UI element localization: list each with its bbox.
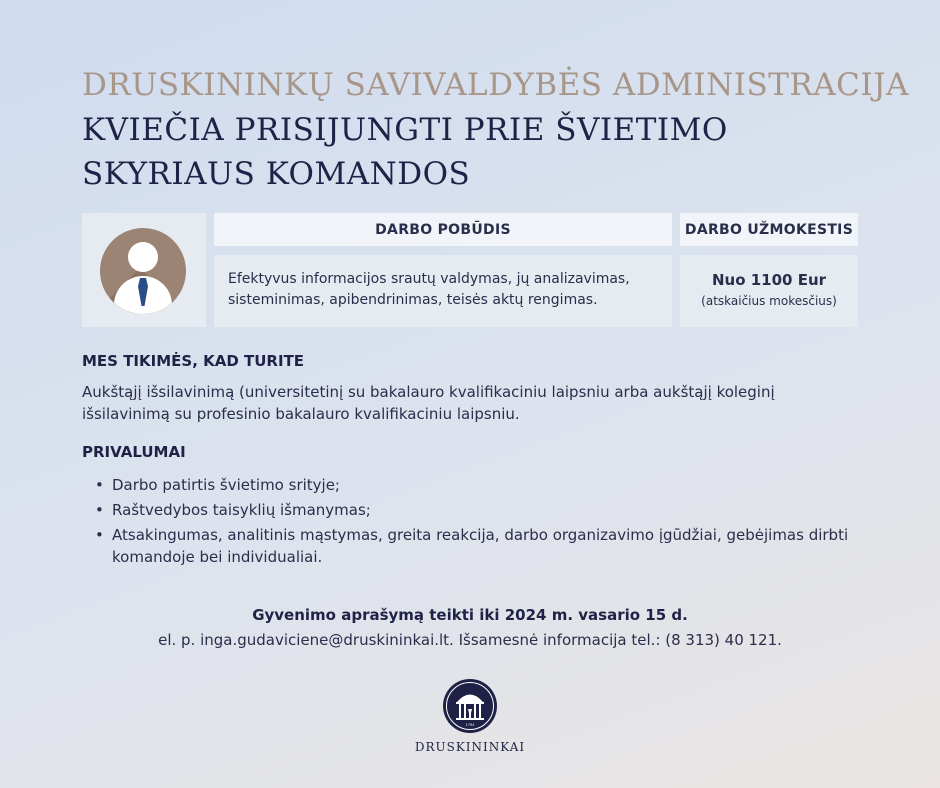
- requirements-text: Aukštąjį išsilavinimą (universitetinį su bakalauro kvalifikaciniu laipsniu arba aukštąjį koleginį išsilavinimą su profesinio bakalauro kvalifikaciniu laipsniu.: [82, 383, 775, 423]
- druskininkai-logo-icon: [442, 678, 498, 734]
- requirements-title: MES TIKIMĖS, KAD TURITE: [82, 352, 305, 370]
- logo-year: 1794: [465, 723, 475, 727]
- list-item: • Atsakingumas, analitinis mąstymas, greita reakcija, darbo organizavimo įgūdžiai, gebėjimas dirbti komandoje bei individualiai.: [82, 524, 872, 568]
- avatar-cell: [82, 213, 206, 327]
- page-heading: [82, 62, 909, 196]
- salary-cell: [680, 255, 858, 327]
- salary-value: Nuo 1100 Eur: [711, 271, 827, 289]
- person-avatar-icon: [100, 228, 186, 314]
- header-job-nature: DARBO POBŪDIS: [214, 213, 672, 246]
- heading-invitation: KVIEČIA PRISIJUNGTI PRIE ŠVIETIMO SKYRIAUS KOMANDOS: [82, 112, 728, 192]
- heading-institution: DRUSKININKŲ SAVIVALDYBĖS ADMINISTRACIJA: [82, 67, 909, 103]
- advantages-title: PRIVALUMAI: [82, 443, 186, 461]
- deadline-text: Gyvenimo aprašymą teikti iki 2024 m. vasario 15 d.: [252, 606, 688, 624]
- advantages-list: [82, 474, 872, 571]
- list-item: • Darbo patirtis švietimo srityje;: [82, 474, 872, 496]
- logo-text: DRUSKININKAI: [414, 740, 526, 754]
- list-item: • Raštvedybos taisyklių išmanymas;: [82, 499, 872, 521]
- job-description: Efektyvus informacijos srautų valdymas, jų analizavimas, sisteminimas, apibendrinimas, teisės aktų rengimas.: [214, 255, 672, 327]
- contact-text: el. p. inga.gudaviciene@druskininkai.lt. Išsamesnė informacija tel.: (8 313) 40 121.: [158, 631, 782, 649]
- header-salary: DARBO UŽMOKESTIS: [680, 213, 858, 246]
- salary-note: (atskaičius mokesčius): [701, 294, 837, 308]
